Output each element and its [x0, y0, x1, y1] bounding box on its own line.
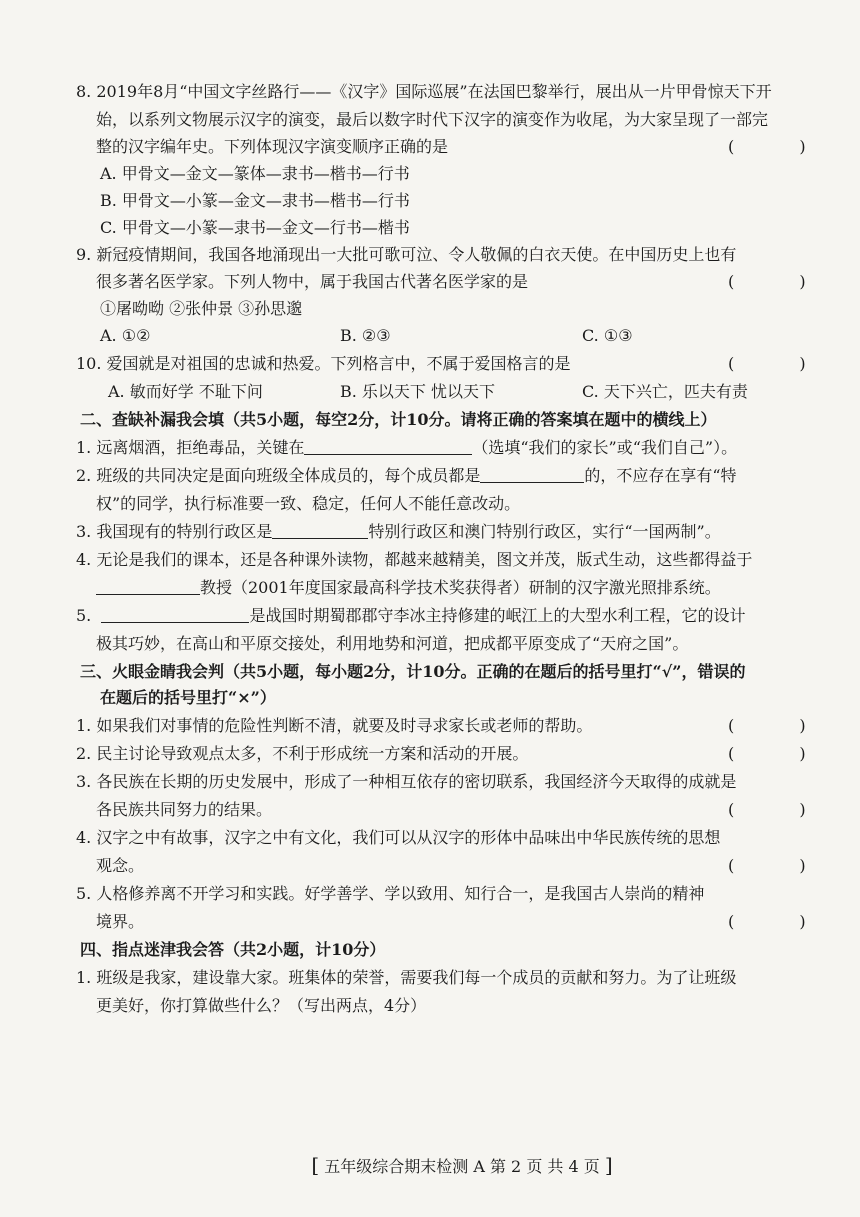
q8-option-a: A. 甲骨文—金文—篆体—隶书—楷书—行书: [100, 164, 410, 183]
q8-line-1: 8. 2019年8月“中国文字丝路行——《汉字》国际巡展”在法国巴黎举行，展出从一片甲骨惊天下开: [76, 82, 772, 101]
page-footer: [292, 1152, 632, 1180]
s3-q1-paren[interactable]: ( ): [728, 716, 836, 735]
q10-option-b: B. 乐以天下 忧以天下: [340, 382, 496, 401]
s2-q5-text-b: 是战国时期蜀郡郡守李冰主持修建的岷江上的大型水利工程，它的设计: [249, 606, 746, 625]
s2-q3-text-a: 3. 我国现有的特别行政区是: [76, 522, 273, 541]
s2-q5-blank[interactable]: [101, 604, 249, 623]
s2-q3: [76, 520, 796, 544]
s4-q1-line-2: 更美好，你打算做些什么？（写出两点，4分）: [96, 996, 427, 1015]
s3-q3-line-2: 各民族共同努力的结果。: [96, 800, 273, 819]
q8-line-2: 始，以系列文物展示汉字的演变，最后以数字时代下汉字的演变作为收尾，为大家呈现了一部完: [96, 110, 769, 129]
q9-line-1: 9. 新冠疫情期间，我国各地涌现出一大批可歌可泣、令人敬佩的白衣天使。在中国历史上也有: [76, 245, 737, 264]
q10-answer-paren[interactable]: ( ): [728, 354, 836, 373]
s2-q2: [76, 464, 796, 488]
s3-q2-paren[interactable]: ( ): [728, 744, 836, 763]
s3-q3-line-1: 3. 各民族在长期的历史发展中，形成了一种相互依存的密切联系，我国经济今天取得的成就是: [76, 772, 737, 791]
s3-q4-line-1: 4. 汉字之中有故事，汉字之中有文化，我们可以从汉字的形体中品味出中华民族传统的思想: [76, 828, 721, 847]
s4-q1-answer-area[interactable]: [76, 1026, 796, 1136]
q9-option-b: B. ②③: [340, 326, 391, 345]
s3-q5-line-2: 境界。: [96, 912, 145, 931]
q10-stem: 10. 爱国就是对祖国的忠诚和热爱。下列格言中，不属于爱国格言的是: [76, 354, 571, 373]
s2-q2-line-2: 权”的同学，执行标准要一致、稳定，任何人不能任意改动。: [96, 494, 521, 513]
q8-answer-paren[interactable]: ( ): [728, 137, 836, 156]
s3-q4-paren[interactable]: ( ): [728, 856, 836, 875]
q9-answer-paren[interactable]: ( ): [728, 272, 836, 291]
s3-q1: 1. 如果我们对事情的危险性判断不清，就要及时寻求家长或老师的帮助。: [76, 716, 593, 735]
q10-option-a: A. 敏而好学 不耻下问: [108, 382, 263, 401]
section-2-title: 二、查缺补漏我会填（共5小题，每空2分，计10分。请将正确的答案填在题中的横线上）: [80, 410, 717, 429]
s3-q5-paren[interactable]: ( ): [728, 912, 836, 931]
q9-line-2: 很多著名医学家。下列人物中，属于我国古代著名医学家的是: [96, 272, 529, 291]
s3-q2: 2. 民主讨论导致观点太多，不利于形成统一方案和活动的开展。: [76, 744, 529, 763]
q8-option-c: C. 甲骨文—小篆—隶书—金文—行书—楷书: [100, 218, 410, 237]
s2-q4-line-1: 4. 无论是我们的课本，还是各种课外读物，都越来越精美，图文并茂，版式生动，这些都得益于: [76, 550, 753, 569]
section-4-title: 四、指点迷津我会答（共2小题，计10分）: [80, 940, 386, 959]
s2-q3-blank[interactable]: [272, 520, 368, 539]
s2-q4-line-2: [96, 576, 816, 600]
s2-q3-text-b: 特别行政区和澳门特别行政区，实行“一国两制”。: [368, 522, 721, 541]
q9-items: ①屠呦呦 ②张仲景 ③孙思邈: [100, 299, 303, 318]
s2-q1-blank[interactable]: [304, 436, 472, 455]
q8-option-b: B. 甲骨文—小篆—金文—隶书—楷书—行书: [100, 191, 410, 210]
section-3-title-line-2: 在题后的括号里打“×”）: [100, 688, 276, 707]
s2-q2-text-b: 的，不应存在享有“特: [584, 466, 737, 485]
s2-q5-num: 5.: [76, 606, 92, 625]
footer-bracket-right: ]: [604, 1153, 613, 1177]
s2-q5-line-1: [76, 604, 796, 628]
s2-q2-text-a: 2. 班级的共同决定是面向班级全体成员的，每个成员都是: [76, 466, 481, 485]
s2-q4-blank[interactable]: [96, 576, 200, 595]
section-3-title-line-1: 三、火眼金睛我会判（共5小题，每小题2分，计10分。正确的在题后的括号里打“√”，错误的: [80, 662, 746, 681]
s3-q4-line-2: 观念。: [96, 856, 145, 875]
s2-q4-text-b: 教授（2001年度国家最高科学技术奖获得者）研制的汉字激光照排系统。: [200, 578, 721, 597]
s3-q3-paren[interactable]: ( ): [728, 800, 836, 819]
q9-option-c: C. ①③: [582, 326, 633, 345]
s2-q1-text-b: （选填“我们的家长”或“我们自己”）。: [472, 438, 738, 457]
s2-q2-blank[interactable]: [480, 464, 584, 483]
q9-option-a: A. ①②: [100, 326, 151, 345]
q8-line-3: 整的汉字编年史。下列体现汉字演变顺序正确的是: [96, 137, 449, 156]
s4-q1-line-1: 1. 班级是我家，建设靠大家。班集体的荣誉，需要我们每一个成员的贡献和努力。为了让班级: [76, 968, 737, 987]
s2-q1: [76, 436, 796, 460]
footer-bracket-left: [: [311, 1153, 320, 1177]
s2-q5-line-2: 极其巧妙，在高山和平原交接处，利用地势和河道，把成都平原变成了“天府之国”。: [96, 634, 689, 653]
s3-q5-line-1: 5. 人格修养离不开学习和实践。好学善学、学以致用、知行合一，是我国古人崇尚的精神: [76, 884, 705, 903]
q10-option-c: C. 天下兴亡，匹夫有责: [582, 382, 748, 401]
footer-text: 五年级综合期末检测 A 第 2 页 共 4 页: [324, 1157, 600, 1176]
s2-q1-text-a: 1. 远离烟酒，拒绝毒品，关键在: [76, 438, 305, 457]
